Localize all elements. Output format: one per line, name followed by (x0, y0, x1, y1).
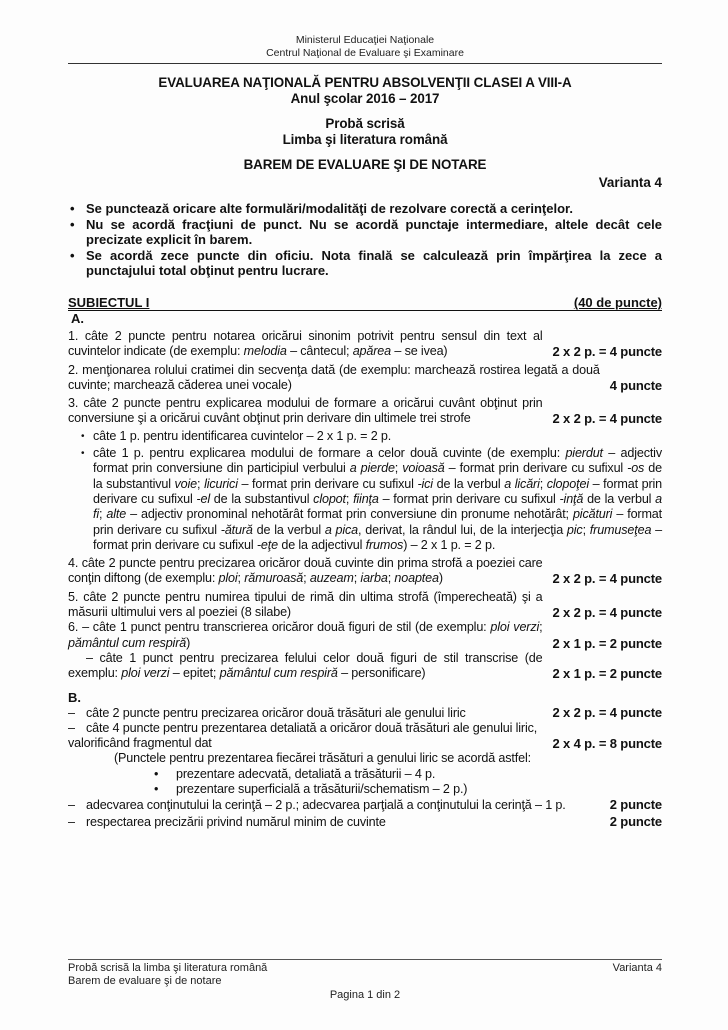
item-3-sub-2: • câte 1 p. pentru explicarea modului de formare a celor două cuvinte (de exemplu: pierdut – adjectiv format prin conversiune din participiul verbului a pierde; voioasă – format prin derivare cu sufixul -os de la substantivul voie; licurici – format prin derivare cu sufixul -ici de la verbul a licări; clopoţei – format prin derivare cu sufixul -el de la substantivul clopot; fiinţa – format prin derivare cu sufixul -inţă de la verbul a fi; alte – adjectiv pronominal nehotărât format prin conversiune din pronume nehotărât; picături – format prin derivare cu sufixul -ătură de la verbul a pica, derivat, la rândul lui, de la interjecţia pic; frumuseţea – format prin derivare cu sufixul -eţe de la adjectivul frumos) – 2 x 1 p. = 2 p. (81, 446, 663, 552)
b-line-4: – respectarea precizării privind numărul minim de cuvinte 2 puncte (68, 813, 662, 829)
b-line-1: – câte 2 puncte pentru precizarea oricăror două trăsături ale genului liric 2 x 2 p. = 4 puncte (68, 704, 662, 720)
test-type: Probă scrisă (325, 116, 405, 131)
section-b-label: B. (68, 689, 81, 705)
item-6-points-1: 2 x 1 p. = 2 puncte (552, 635, 662, 651)
footer-exam-name: Probă scrisă la limba şi literatura română (68, 962, 268, 974)
bullet-icon: • (154, 766, 159, 781)
page-footer (68, 956, 662, 1002)
subject-heading (68, 295, 662, 311)
item-6-points-2: 2 x 1 p. = 2 puncte (552, 666, 662, 682)
dash-icon: – (68, 798, 75, 813)
subject-title: SUBIECTUL I (68, 294, 150, 310)
item-6: 6. – câte 1 punct pentru transcrierea oricăror două figuri de stil (de exemplu: ploi verzi; pământul cum respiră) 2 x 1 p. = 2 puncte (68, 620, 662, 651)
rule-item: • Nu se acordă fracţiuni de punct. Nu se acordă punctaje intermediare, altele decât cele precizate explicit în barem. (70, 216, 662, 248)
b-note-bullet-2: • prezentare superficială a trăsăturii/schematism – 2 p.) (154, 781, 468, 796)
center-name: Centrul Naţional de Evaluare şi Examinare (266, 47, 464, 59)
item-1: 1. câte 2 puncte pentru notarea oricărui sinonim potrivit pentru sensul din text al cuvintelor indicate (de exemplu: melodia – cântecul; apărea – se ivea) 2 x 2 p. = 4 puncte (68, 328, 662, 360)
bullet-icon: • (81, 448, 85, 460)
rule-item: • Se punctează oricare alte formulări/modalităţi de rezolvare corectă a cerinţelor. (70, 201, 573, 216)
section-a-label: A. (71, 310, 84, 326)
item-3-points: 2 x 2 p. = 4 puncte (552, 411, 662, 427)
subject-points: (40 de puncte) (573, 294, 662, 310)
item-5: 5. câte 2 puncte pentru numirea tipului de rimă din ultima strofă (împerecheată) şi a măsurii ultimului vers al poeziei (8 silabe) 2 x 2 p. = 4 puncte (68, 589, 662, 621)
item-6-part-2: – câte 1 punct pentru precizarea felului celor două figuri de stil transcrise (de exemplu: ploi verzi – epitet; pământul cum respiră – personificare) 2 x 1 p. = 2 puncte (68, 650, 662, 682)
item-3: 3. câte 2 puncte pentru explicarea modului de formare a oricărui cuvânt obţinut prin conversiune şi a oricărui cuvânt obţinut prin derivare din ultimele trei strofe 2 x 2 p. = 4 puncte (68, 396, 662, 427)
item-4-points: 2 x 2 p. = 4 puncte (552, 571, 662, 587)
variant-label: Varianta 4 (598, 175, 662, 190)
dash-icon: – (68, 720, 75, 735)
document-page (68, 0, 662, 830)
footer-doc-name: Barem de evaluare şi de notare (68, 975, 222, 987)
exam-title: EVALUAREA NAŢIONALĂ PENTRU ABSOLVENŢII CLASEI A VIII-A (158, 75, 572, 90)
footer-variant: Varianta 4 (612, 962, 662, 974)
school-year: Anul şcolar 2016 – 2017 (290, 91, 440, 106)
item-3-sub-1: • câte 1 p. pentru identificarea cuvintelor – 2 x 1 p. = 2 p. (81, 428, 392, 443)
b-line-4-points: 2 puncte (609, 813, 662, 829)
subject-name: Limba şi literatura română (282, 132, 448, 147)
dash-icon: – (68, 814, 75, 829)
page-number: Pagina 1 din 2 (329, 989, 401, 1001)
item-1-points: 2 x 2 p. = 4 puncte (552, 344, 662, 360)
b-line-3: – adecvarea conţinutului la cerinţă – 2 p.; adecvarea parţială a conţinutului la cerinţă – 1 p. 2 puncte (68, 797, 662, 813)
general-rules-list (68, 201, 662, 279)
b-note-bullet-1: • prezentare adecvată, detaliată a trăsăturii – 4 p. (154, 766, 436, 781)
document-title: BAREM DE EVALUARE ŞI DE NOTARE (243, 157, 487, 172)
bullet-icon: • (81, 430, 85, 442)
dash-icon: – (68, 705, 75, 720)
bullet-icon: • (70, 247, 75, 263)
b-line-2-points: 2 x 4 p. = 8 puncte (552, 736, 662, 752)
bullet-icon: • (154, 781, 159, 796)
b-scoring-note: (Punctele pentru prezentarea fiecărei trăsături a genului liric se acordă astfel: (114, 751, 531, 766)
b-line-1-points: 2 x 2 p. = 4 puncte (552, 704, 662, 720)
item-5-points: 2 x 2 p. = 4 puncte (552, 605, 662, 621)
ministry-name: Ministerul Educaţiei Naţionale (295, 34, 435, 46)
item-4: 4. câte 2 puncte pentru precizarea oricăror două cuvinte din prima strofă a poeziei care conţin diftong (de exemplu: ploi; rămuroasă; auzeam; iarba; noaptea) 2 x 2 p. = 4 puncte (68, 556, 662, 587)
item-2-points: 4 puncte (609, 377, 662, 393)
header-divider (68, 63, 662, 64)
bullet-icon: • (70, 201, 75, 216)
b-line-3-points: 2 puncte (609, 797, 662, 813)
bullet-icon: • (70, 216, 75, 232)
item-2: 2. menţionarea rolului cratimei din secvenţa dată (de exemplu: marchează rostirea legată a două cuvinte; marchează căderea unei vocale) 4 puncte (68, 362, 662, 393)
b-line-2: – câte 4 puncte pentru prezentarea detaliată a oricăror două trăsături ale genului liric, valorificând fragmentul dat 2 x 4 p. = 8 puncte (68, 720, 662, 752)
footer-divider (68, 959, 662, 960)
rule-item: • Se acordă zece puncte din oficiu. Nota finală se calculează prin împărţirea la zece a punctajului total obţinut pentru lucrare. (70, 247, 662, 279)
